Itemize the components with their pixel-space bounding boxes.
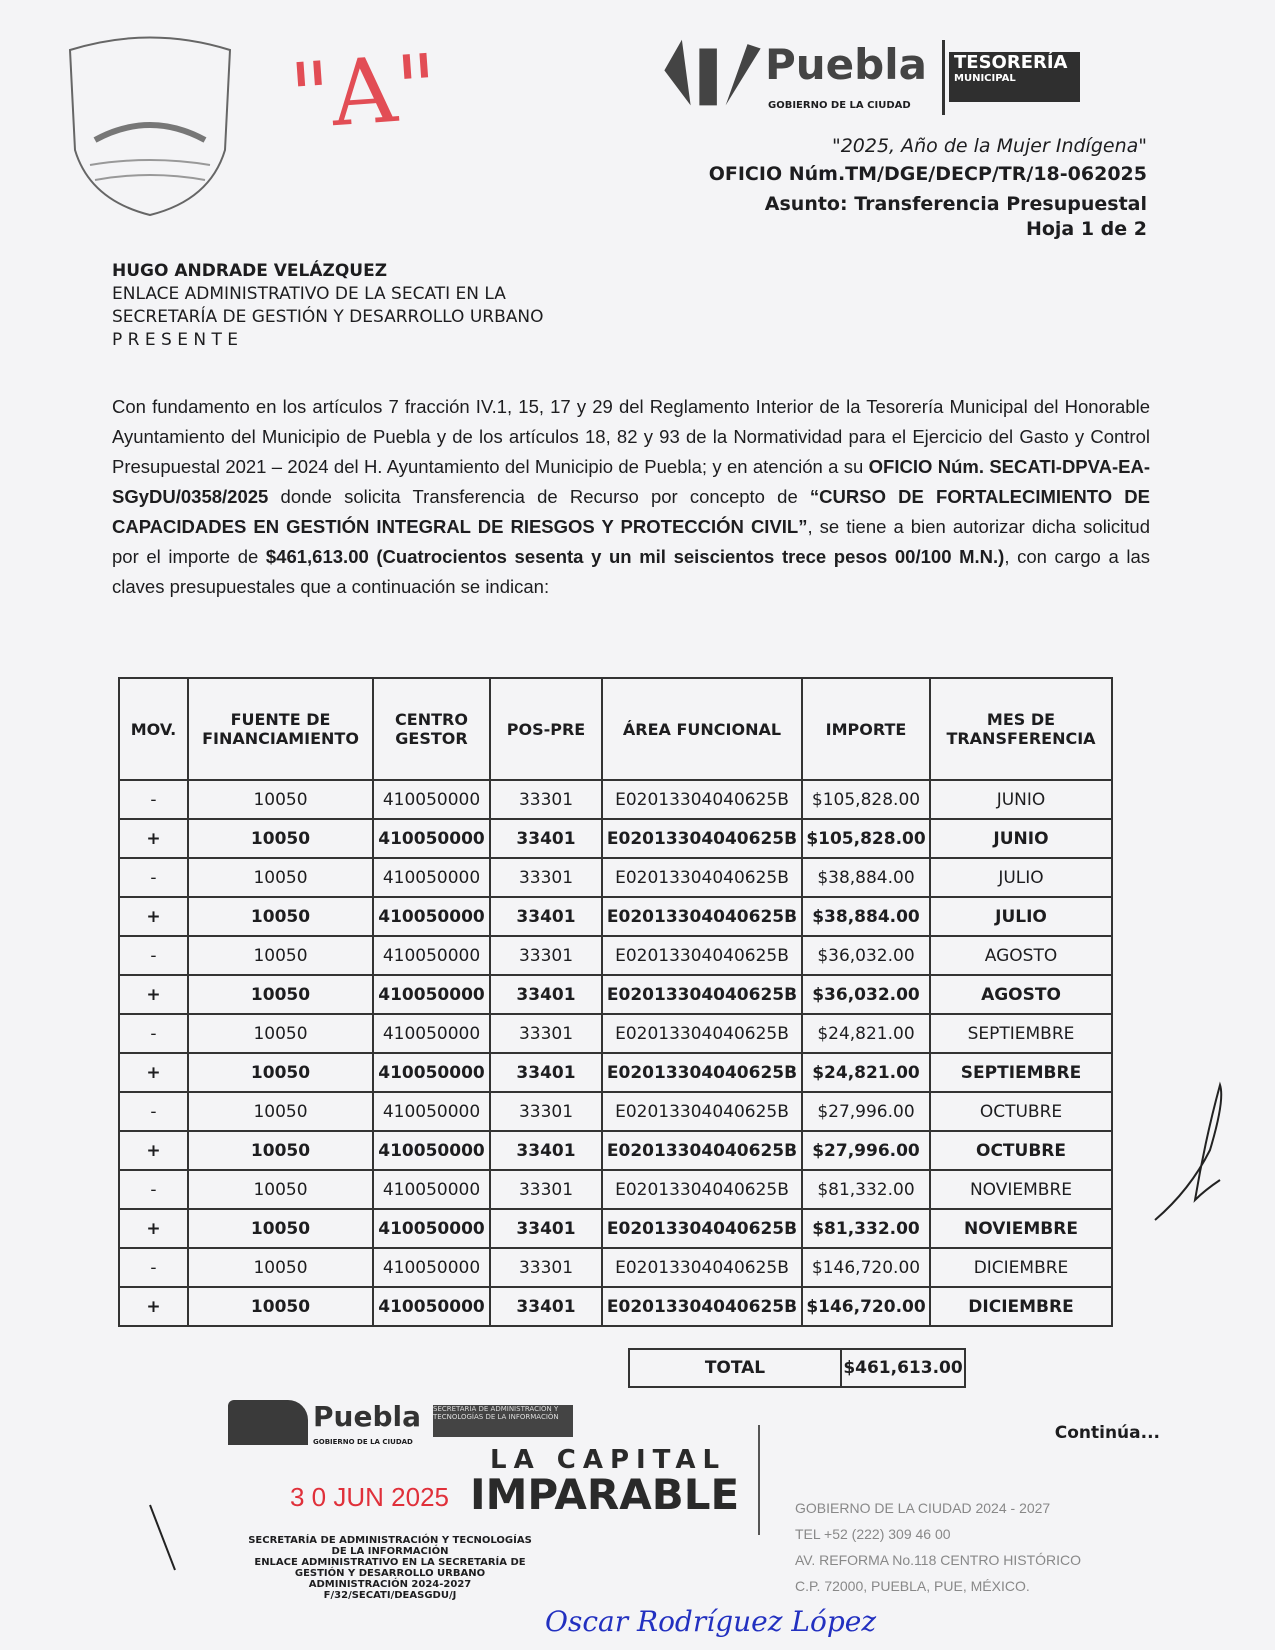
- table-row: [119, 1131, 1112, 1170]
- table-cell: 33401: [490, 1131, 602, 1170]
- table-cell: $24,821.00: [802, 1053, 930, 1092]
- body-text: , se tiene a bien autorizar dicha solicitud por el importe de: [112, 516, 1150, 567]
- table-cell: $36,032.00: [802, 936, 930, 975]
- table-cell: E02013304040625B: [602, 1170, 802, 1209]
- table-cell: +: [119, 1287, 188, 1326]
- table-cell: E02013304040625B: [602, 780, 802, 819]
- col-header: ÁREA FUNCIONAL: [602, 678, 802, 780]
- body-paragraph: [112, 392, 1150, 602]
- table-cell: AGOSTO: [930, 975, 1112, 1014]
- table-cell: 10050: [188, 819, 373, 858]
- table-cell: SEPTIEMBRE: [930, 1053, 1112, 1092]
- table-cell: 410050000: [373, 1170, 490, 1209]
- page-count: Hoja 1 de 2: [1025, 218, 1147, 240]
- table-row: [119, 1170, 1112, 1209]
- reference-oficio: OFICIO Núm. SECATI-DPVA-EA-SGyDU/0358/2025: [112, 456, 1150, 507]
- table-cell: -: [119, 1170, 188, 1209]
- table-cell: +: [119, 819, 188, 858]
- table-cell: OCTUBRE: [930, 1092, 1112, 1131]
- table-cell: E02013304040625B: [602, 1248, 802, 1287]
- table-header-row: [119, 678, 1112, 780]
- table-cell: 410050000: [373, 819, 490, 858]
- table-cell: 10050: [188, 1209, 373, 1248]
- table-cell: E02013304040625B: [602, 936, 802, 975]
- table-cell: $105,828.00: [802, 819, 930, 858]
- table-cell: $81,332.00: [802, 1170, 930, 1209]
- table-cell: 10050: [188, 1131, 373, 1170]
- table-cell: JULIO: [930, 897, 1112, 936]
- table-cell: JUNIO: [930, 819, 1112, 858]
- table-cell: 10050: [188, 858, 373, 897]
- coat-of-arms-seal: [60, 30, 240, 220]
- table-cell: 410050000: [373, 858, 490, 897]
- dept-subtitle: MUNICIPAL: [954, 73, 1016, 84]
- table-row: [119, 1209, 1112, 1248]
- table-cell: DICIEMBRE: [930, 1248, 1112, 1287]
- table-cell: 33401: [490, 1053, 602, 1092]
- table-cell: 10050: [188, 1053, 373, 1092]
- table-cell: -: [119, 780, 188, 819]
- table-cell: 33401: [490, 897, 602, 936]
- table-cell: 33301: [490, 1248, 602, 1287]
- table-cell: 410050000: [373, 1209, 490, 1248]
- col-header: POS-PRE: [490, 678, 602, 780]
- concept: “CURSO DE FORTALECIMIENTO DE CAPACIDADES EN GESTIÓN INTEGRAL DE RIESGOS Y PROTECCIÓN CIVIL”: [112, 486, 1151, 537]
- footer-logo-text: Puebla: [313, 1400, 421, 1433]
- recipient-line2: SECRETARÍA DE GESTIÓN Y DESARROLLO URBANO: [112, 307, 544, 327]
- table-cell: 10050: [188, 975, 373, 1014]
- table-row: [119, 780, 1112, 819]
- table-row: [119, 975, 1112, 1014]
- logo-subtitle: GOBIERNO DE LA CIUDAD: [768, 100, 911, 111]
- table-cell: 10050: [188, 1092, 373, 1131]
- table-cell: +: [119, 897, 188, 936]
- continues-note: Continúa...: [1054, 1423, 1160, 1443]
- table-cell: 410050000: [373, 1053, 490, 1092]
- table-cell: JULIO: [930, 858, 1112, 897]
- pen-mark: [145, 1500, 185, 1580]
- table-cell: DICIEMBRE: [930, 1287, 1112, 1326]
- table-cell: $146,720.00: [802, 1287, 930, 1326]
- budget-table: [118, 677, 1113, 1327]
- table-cell: $105,828.00: [802, 780, 930, 819]
- total-value: $461,613.00: [841, 1349, 965, 1387]
- table-cell: -: [119, 936, 188, 975]
- table-row: [119, 1248, 1112, 1287]
- table-cell: $36,032.00: [802, 975, 930, 1014]
- oficio-number: OFICIO Núm.TM/DGE/DECP/TR/18-062025: [708, 163, 1147, 185]
- body-text: Con fundamento en los artículos 7 fracción IV.1, 15, 17 y 29 del Reglamento Interior de la Tesorería Municipal del Honorable Ayuntamiento del Municipio de Puebla y de los artículos 18, 82 y 93 de la Normatividad para el Ejercicio del Gasto y Control Presupuestal 2021 – 2024 del H. Ayuntamiento del Municipio de Puebla; y en atención a su: [112, 396, 1150, 477]
- col-header: FUENTE DE FINANCIAMIENTO: [188, 678, 373, 780]
- year-motto: "2025, Año de la Mujer Indígena": [831, 135, 1147, 157]
- col-header: IMPORTE: [802, 678, 930, 780]
- puebla-emblem-icon: [228, 1400, 308, 1445]
- col-header: MES DE TRANSFERENCIA: [930, 678, 1112, 780]
- table-cell: E02013304040625B: [602, 897, 802, 936]
- table-cell: 33301: [490, 936, 602, 975]
- footer-divider: [758, 1425, 760, 1535]
- table-cell: 410050000: [373, 1014, 490, 1053]
- col-header: CENTRO GESTOR: [373, 678, 490, 780]
- table-cell: +: [119, 1131, 188, 1170]
- table-cell: E02013304040625B: [602, 1092, 802, 1131]
- table-cell: E02013304040625B: [602, 1209, 802, 1248]
- table-cell: 10050: [188, 897, 373, 936]
- table-cell: 33401: [490, 1209, 602, 1248]
- table-cell: NOVIEMBRE: [930, 1209, 1112, 1248]
- recipient-line1: ENLACE ADMINISTRATIVO DE LA SECATI EN LA: [112, 284, 506, 304]
- table-cell: SEPTIEMBRE: [930, 1014, 1112, 1053]
- footer-logo-subtitle: GOBIERNO DE LA CIUDAD: [313, 1438, 413, 1446]
- table-cell: AGOSTO: [930, 936, 1112, 975]
- date-stamp: 3 0 JUN 2025: [290, 1482, 449, 1512]
- table-cell: JUNIO: [930, 780, 1112, 819]
- table-cell: 410050000: [373, 975, 490, 1014]
- table-cell: +: [119, 1209, 188, 1248]
- table-cell: +: [119, 975, 188, 1014]
- table-cell: 33401: [490, 975, 602, 1014]
- table-row: [119, 1287, 1112, 1326]
- table-cell: 410050000: [373, 1287, 490, 1326]
- table-cell: 10050: [188, 1248, 373, 1287]
- table-cell: 410050000: [373, 1092, 490, 1131]
- footer-address: GOBIERNO DE LA CIUDAD 2024 - 2027 TEL +52 (222) 309 46 00 AV. REFORMA No.118 CENTRO HISTÓRICO C.P. 72000, PUEBLA, PUE, MÉXICO.: [795, 1500, 1082, 1594]
- puebla-emblem-icon: [660, 30, 765, 115]
- table-row: [119, 1053, 1112, 1092]
- table-cell: 33401: [490, 819, 602, 858]
- recipient-presente: P R E S E N T E: [112, 330, 239, 350]
- recipient-name: HUGO ANDRADE VELÁZQUEZ: [112, 261, 388, 281]
- footer-logo-dept: SECRETARÍA DE ADMINISTRACIÓN Y TECNOLOGÍAS DE LA INFORMACIÓN: [433, 1405, 573, 1437]
- table-cell: 33301: [490, 780, 602, 819]
- table-cell: 410050000: [373, 1248, 490, 1287]
- table-cell: -: [119, 1248, 188, 1287]
- table-cell: 33301: [490, 1014, 602, 1053]
- table-cell: E02013304040625B: [602, 1053, 802, 1092]
- logo-text: Puebla: [765, 40, 927, 89]
- col-header: MOV.: [119, 678, 188, 780]
- table-cell: 410050000: [373, 897, 490, 936]
- total-label: TOTAL: [629, 1349, 841, 1387]
- table-cell: E02013304040625B: [602, 1014, 802, 1053]
- table-cell: $24,821.00: [802, 1014, 930, 1053]
- table-row: [119, 858, 1112, 897]
- table-cell: E02013304040625B: [602, 1287, 802, 1326]
- table-row: [119, 819, 1112, 858]
- table-cell: OCTUBRE: [930, 1131, 1112, 1170]
- table-cell: E02013304040625B: [602, 1131, 802, 1170]
- recipient-block: [112, 260, 543, 352]
- table-cell: 10050: [188, 780, 373, 819]
- table-row: [119, 936, 1112, 975]
- table-cell: E02013304040625B: [602, 975, 802, 1014]
- table-cell: $38,884.00: [802, 897, 930, 936]
- received-mark: "A": [286, 34, 442, 151]
- table-cell: 410050000: [373, 780, 490, 819]
- table-cell: E02013304040625B: [602, 858, 802, 897]
- table-cell: 10050: [188, 1170, 373, 1209]
- table-cell: NOVIEMBRE: [930, 1170, 1112, 1209]
- table-cell: 33301: [490, 858, 602, 897]
- table-cell: $81,332.00: [802, 1209, 930, 1248]
- table-cell: $27,996.00: [802, 1131, 930, 1170]
- dept-title: TESORERÍA: [954, 52, 1068, 73]
- table-cell: 33401: [490, 1287, 602, 1326]
- total-table: [628, 1348, 966, 1388]
- table-cell: $146,720.00: [802, 1248, 930, 1287]
- table-cell: $38,884.00: [802, 858, 930, 897]
- table-cell: 10050: [188, 936, 373, 975]
- table-cell: $27,996.00: [802, 1092, 930, 1131]
- margin-signature: [1150, 1080, 1230, 1230]
- amount: $461,613.00 (Cuatrocientos sesenta y un mil seiscientos trece pesos 00/100 M.N.): [265, 546, 1005, 567]
- table-cell: 10050: [188, 1287, 373, 1326]
- body-text: , con cargo a las claves presupuestales que a continuación se indican:: [112, 546, 1150, 597]
- table-cell: 10050: [188, 1014, 373, 1053]
- reception-stamp: SECRETARÍA DE ADMINISTRACIÓN Y TECNOLOGÍAS DE LA INFORMACIÓN ENLACE ADMINISTRATIVO EN LA SECRETARÍA DE GESTIÓN Y DESARROLLO URBANO ADMINISTRACIÓN 2024-2027 F/32/SECATI/DEASGDU/J: [248, 1535, 532, 1601]
- la-capital-imparable-logo: LA CAPITAL IMPARABLE: [470, 1445, 740, 1519]
- table-cell: 410050000: [373, 936, 490, 975]
- asunto: Asunto: Transferencia Presupuestal: [764, 193, 1147, 215]
- table-cell: -: [119, 858, 188, 897]
- table-cell: -: [119, 1014, 188, 1053]
- table-cell: E02013304040625B: [602, 819, 802, 858]
- table-cell: +: [119, 1053, 188, 1092]
- table-row: [119, 1014, 1112, 1053]
- puebla-tesoreria-logo: [660, 30, 1120, 120]
- body-text: donde solicita Transferencia de Recurso por concepto de: [268, 486, 810, 507]
- table-row: [119, 897, 1112, 936]
- table-cell: 410050000: [373, 1131, 490, 1170]
- table-row: [119, 1092, 1112, 1131]
- signature: Oscar Rodríguez López: [545, 1605, 877, 1638]
- table-cell: 33301: [490, 1092, 602, 1131]
- table-cell: 33301: [490, 1170, 602, 1209]
- table-cell: -: [119, 1092, 188, 1131]
